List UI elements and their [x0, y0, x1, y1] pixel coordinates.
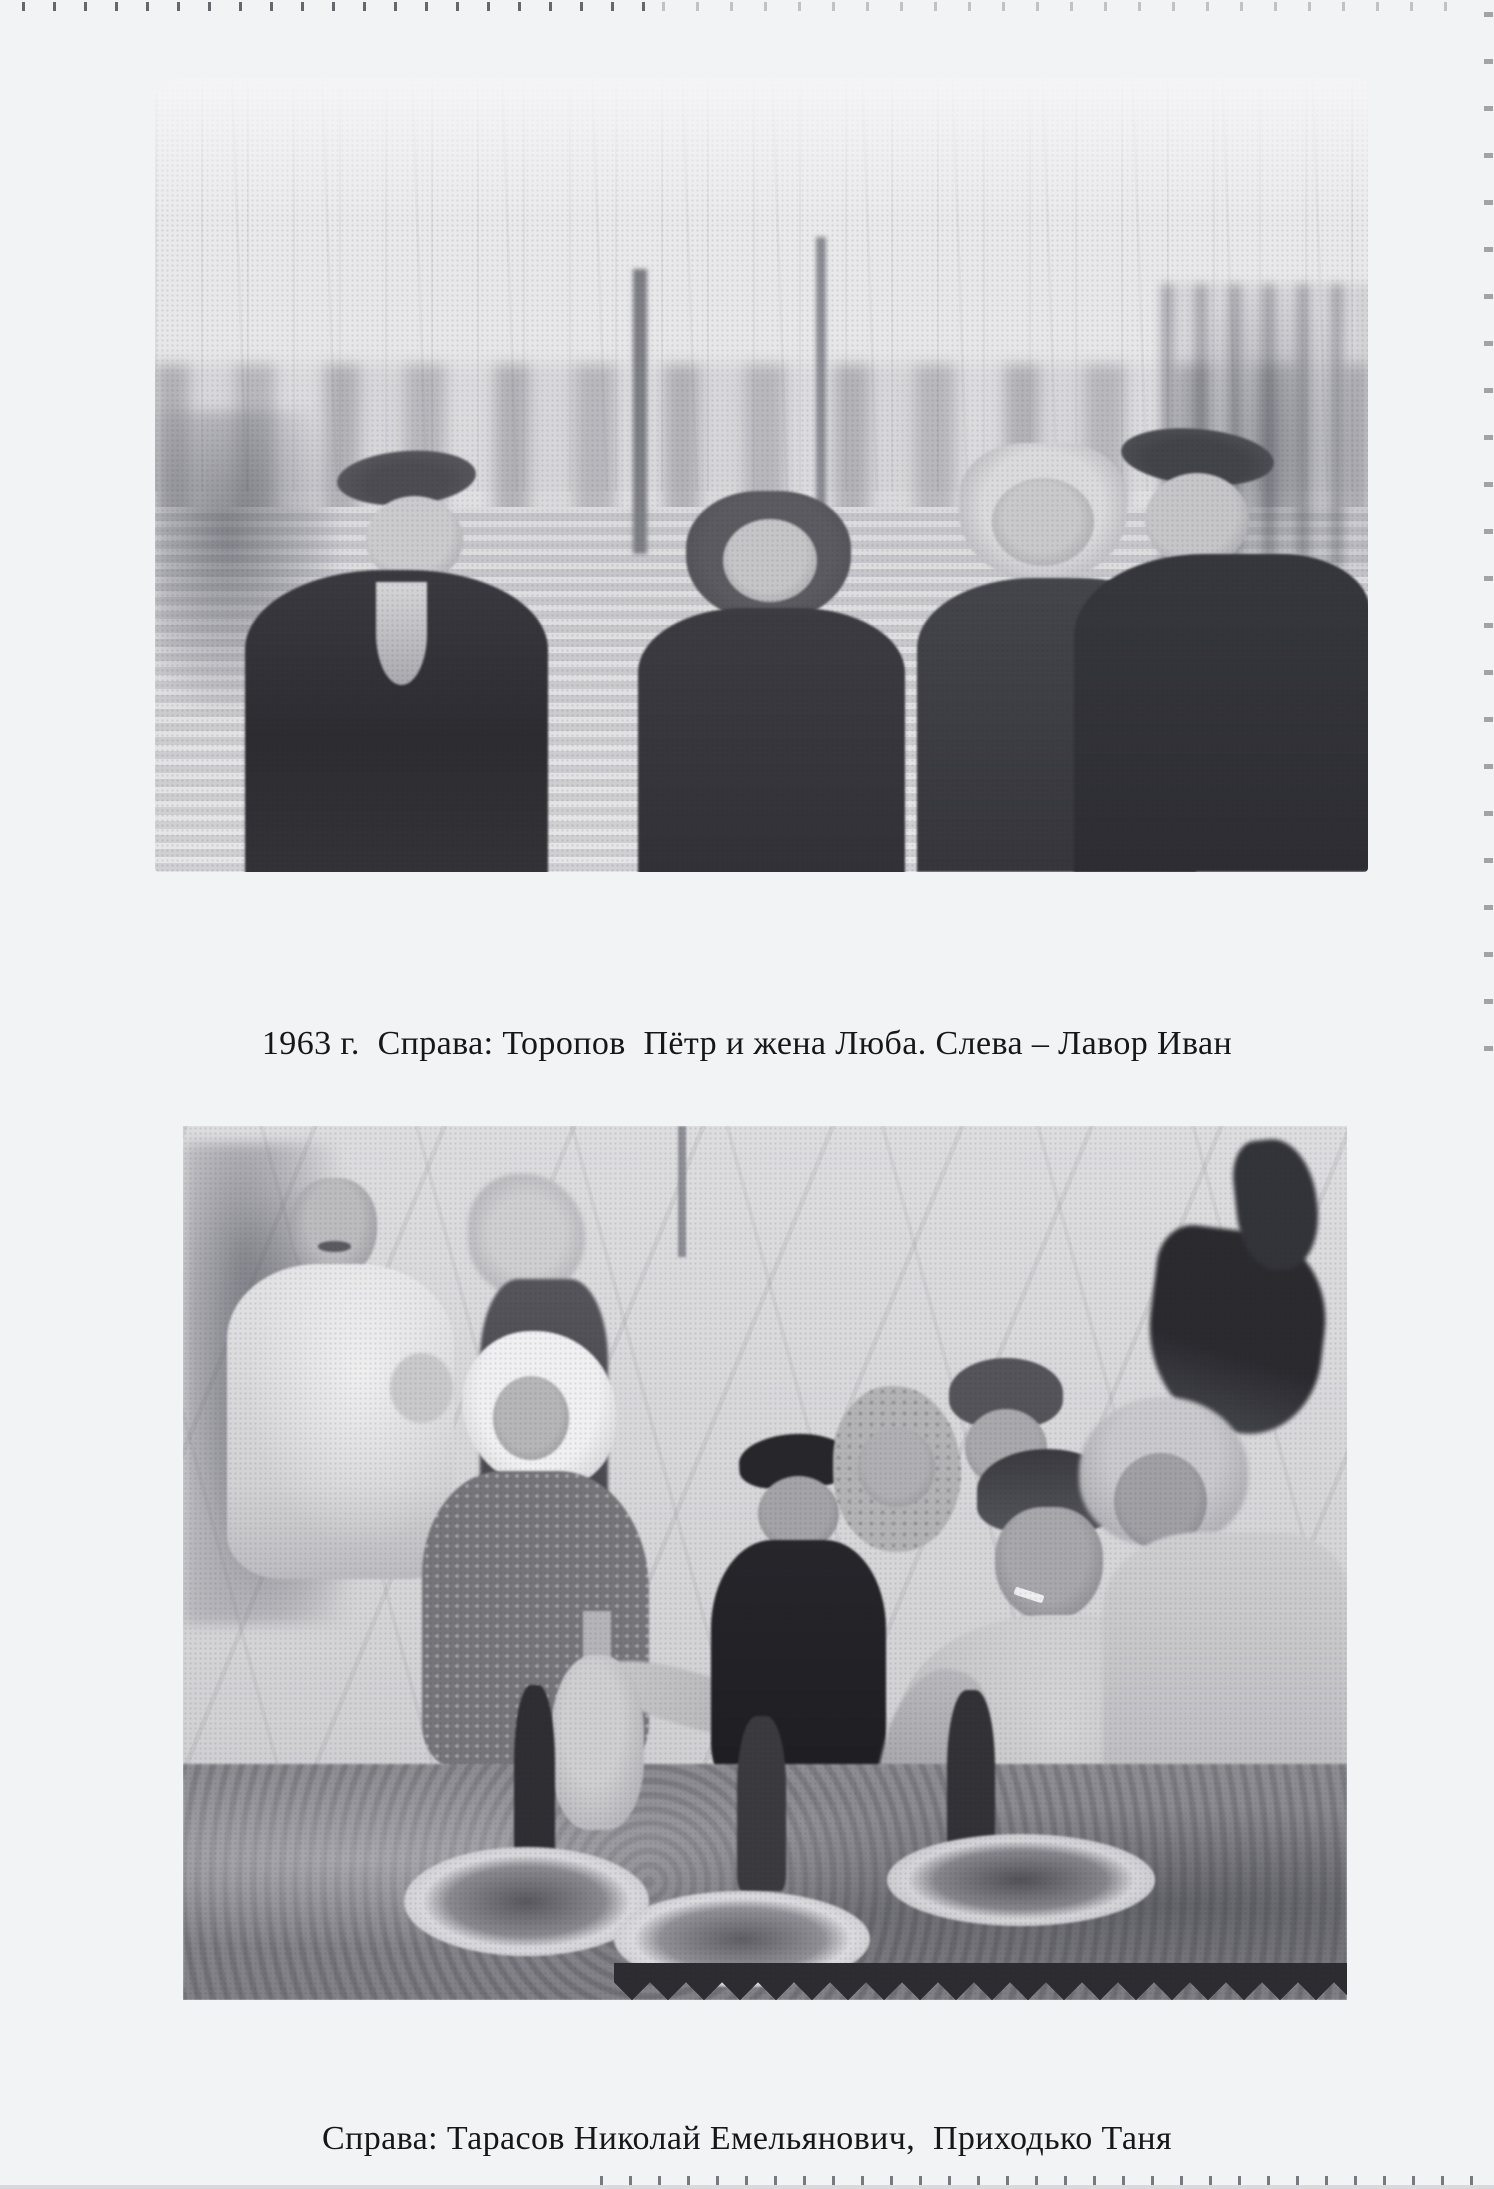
photo1-faded-top-edge [155, 78, 1368, 872]
page-edge-ticks-right [1484, 12, 1493, 1082]
photo-picnic-group [183, 1126, 1347, 2000]
photo2-halftone-texture [183, 1126, 1347, 2000]
photo2-caption-line: Справа: Тарасов Николай Емельянович, Приходько Таня [322, 2120, 1172, 2157]
photo2-caption [60, 2044, 1434, 2189]
photo1-caption-line1: 1963 г. Справа: Торопов Пётр и жена Люба. Слева – Лавор Иван [261, 1025, 1233, 1062]
page-edge-ticks-top-left [22, 2, 662, 11]
page-edge-ticks-top-right [662, 2, 1462, 11]
photo-1963-group-by-flood [155, 78, 1368, 872]
